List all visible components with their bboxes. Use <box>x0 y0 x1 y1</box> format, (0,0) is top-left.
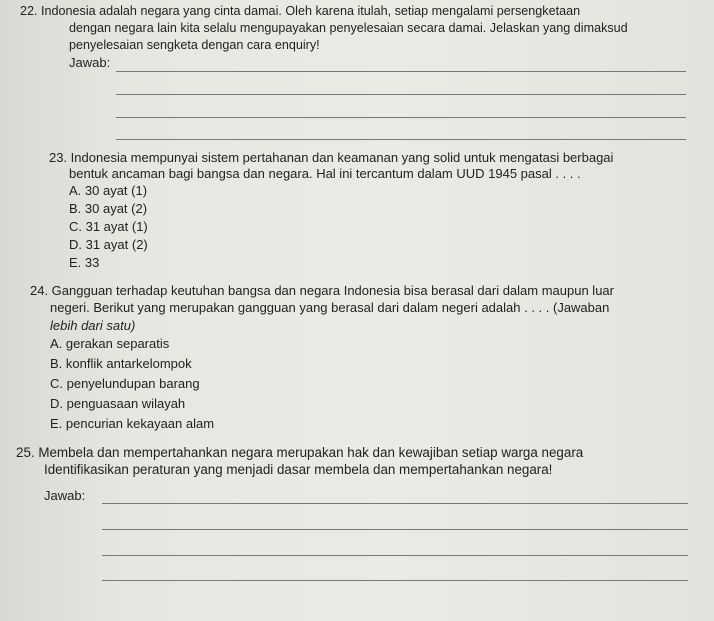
q24-text-line-1: 24. Gangguan terhadap keutuhan bangsa dan negara Indonesia bisa berasal dari dalam maupun luar <box>30 283 614 298</box>
q23-text-line-1: 23. Indonesia mempunyai sistem pertahanan dan keamanan yang solid untuk mengatasi berbagai <box>49 150 614 165</box>
q24-text-line-3: lebih dari satu) <box>50 318 136 333</box>
q22-answer-line-2[interactable] <box>116 94 686 95</box>
q22-answer-line-4[interactable] <box>116 139 686 140</box>
q25-answer-label: Jawab: <box>44 488 86 503</box>
q23-option-c: C. 31 ayat (1) <box>69 219 148 234</box>
q25-text-line-2: Identifikasikan peraturan yang menjadi dasar membela dan mempertahankan negara! <box>44 462 553 477</box>
q22-answer-label: Jawab: <box>69 55 111 70</box>
q22-text-line-2: dengan negara lain kita selalu mengupayakan penyelesaian secara damai. Jelaskan yang dimaksud <box>69 21 628 35</box>
q25-answer-line-2[interactable] <box>102 529 688 530</box>
q24-text-line-2: negeri. Berikut yang merupakan gangguan yang berasal dari dalam negeri adalah . . . . (Jawaban <box>50 300 610 315</box>
q22-answer-line-3[interactable] <box>116 117 686 118</box>
q24-option-c: C. penyelundupan barang <box>50 376 200 391</box>
q23-option-b: B. 30 ayat (2) <box>69 201 148 216</box>
q22-answer-line-1[interactable] <box>116 71 686 72</box>
q24-option-e: E. pencurian kekayaan alam <box>50 416 215 431</box>
q23-option-e: E. 33 <box>69 255 100 270</box>
q25-answer-line-1[interactable] <box>102 503 688 504</box>
q24-option-a: A. gerakan separatis <box>50 336 170 351</box>
q25-answer-line-3[interactable] <box>102 555 688 556</box>
q23-text-line-2: bentuk ancaman bagi bangsa dan negara. Hal ini tercantum dalam UUD 1945 pasal . . . . <box>69 166 581 181</box>
q23-option-d: D. 31 ayat (2) <box>69 237 148 252</box>
q25-answer-line-4[interactable] <box>102 580 688 581</box>
q24-option-b: B. konflik antarkelompok <box>50 356 192 371</box>
q23-option-a: A. 30 ayat (1) <box>69 183 148 198</box>
q24-option-d: D. penguasaan wilayah <box>50 396 186 411</box>
q22-text-line-1: 22. Indonesia adalah negara yang cinta damai. Oleh karena itulah, setiap mengalami persengketaan <box>20 4 581 18</box>
q22-text-line-3: penyelesaian sengketa dengan cara enquiry! <box>69 38 320 52</box>
q25-text-line-1: 25. Membela dan mempertahankan negara merupakan hak dan kewajiban setiap warga negara <box>16 445 584 460</box>
